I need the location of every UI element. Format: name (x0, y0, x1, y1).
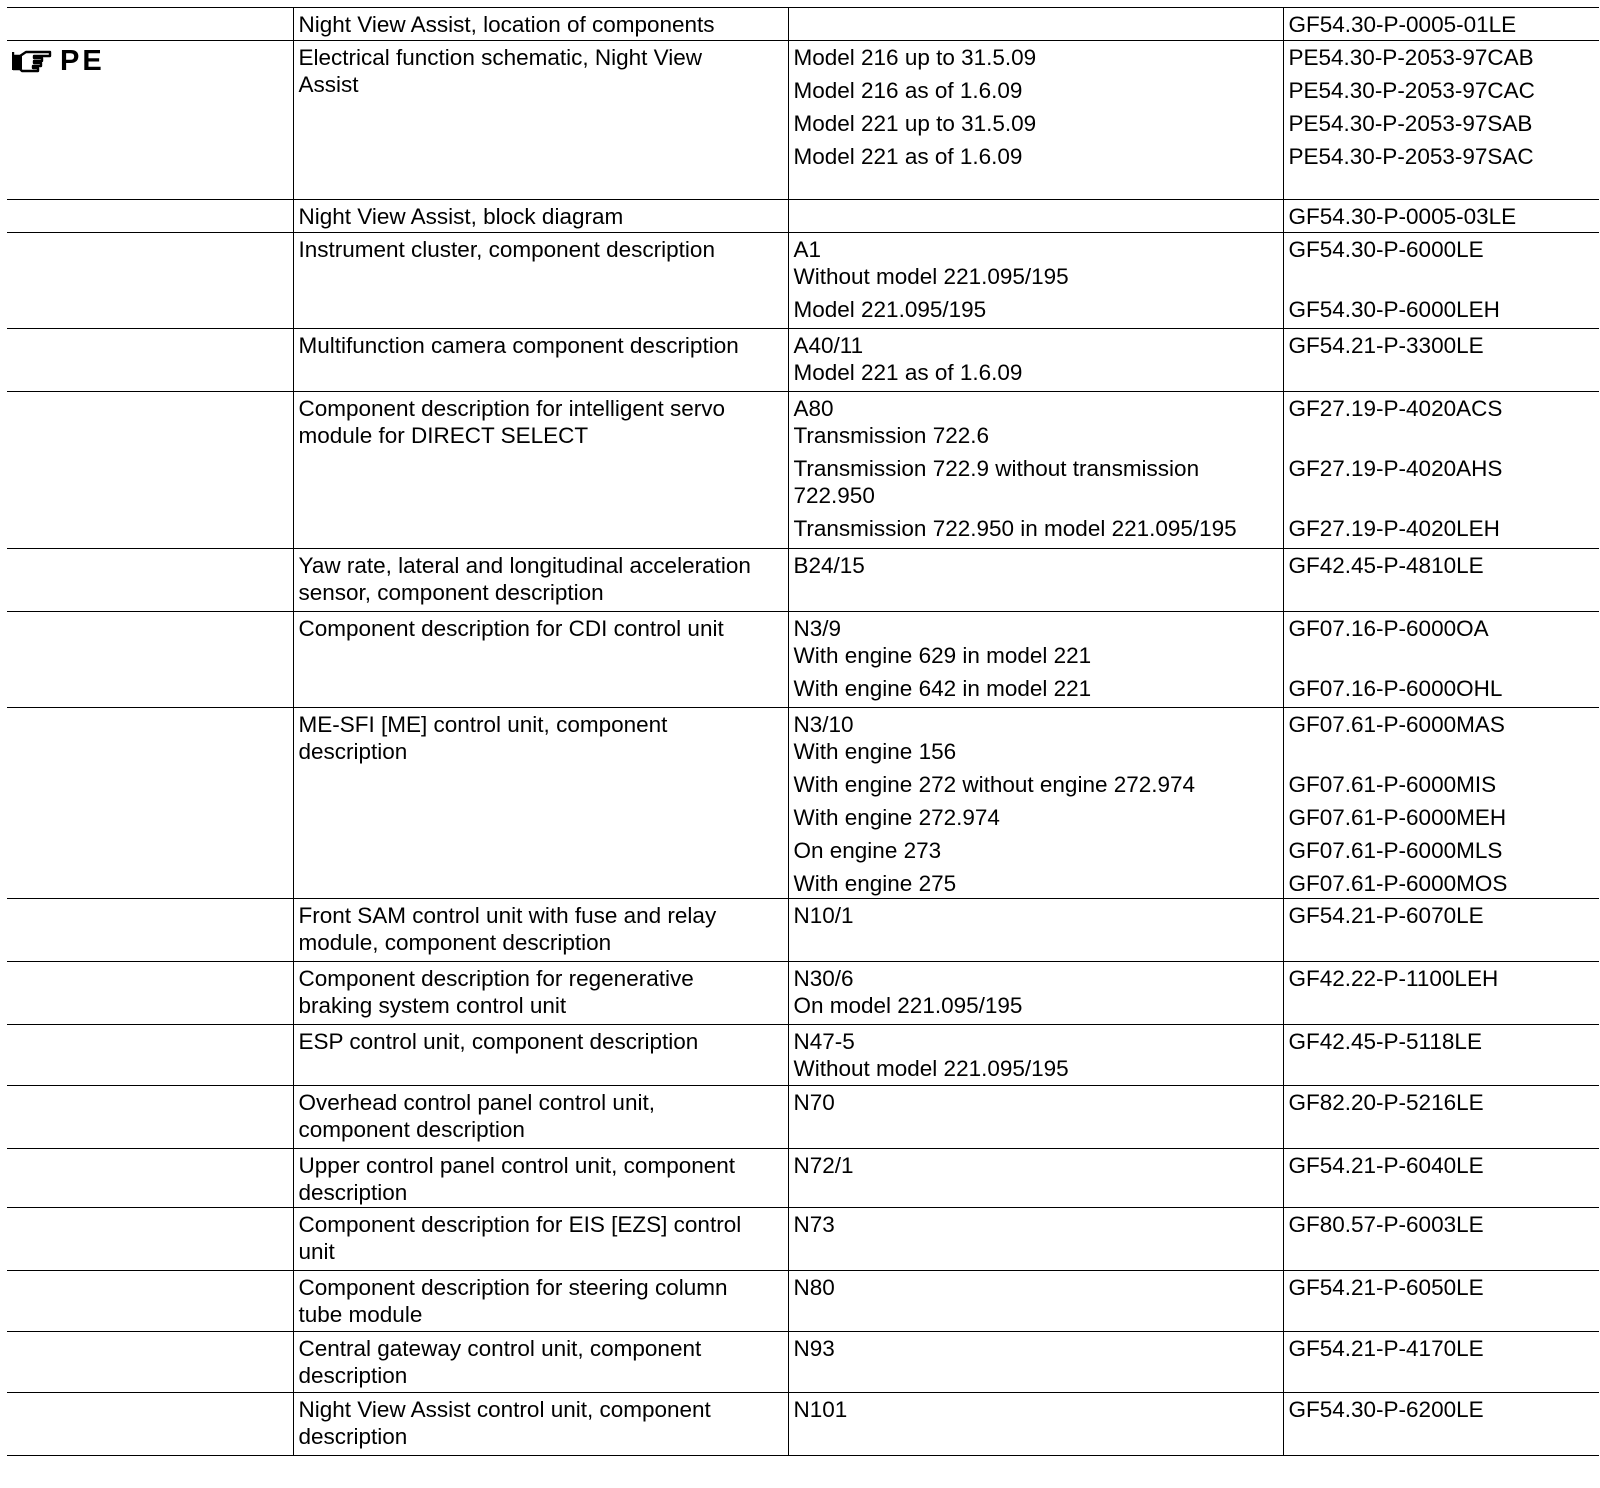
condition-text: With engine 272 without engine 272.974 (793, 772, 1196, 797)
reference-code[interactable]: GF80.57-P-6003LE (1288, 1212, 1484, 1237)
marker-cell (7, 392, 293, 549)
reference-code[interactable]: GF42.22-P-1100LEH (1288, 966, 1499, 991)
condition-text: With engine 275 (793, 871, 957, 896)
condition-text: N72/1 (793, 1153, 854, 1178)
condition-text: With engine 642 in model 221 (793, 676, 1092, 701)
reference-code[interactable]: GF07.61-P-6000MEH (1288, 805, 1507, 830)
title-cell (293, 708, 788, 899)
document-title: Component description for steering column tube module (298, 1275, 728, 1327)
document-title: Yaw rate, lateral and longitudinal acceleration sensor, component description (298, 553, 751, 605)
marker-cell (7, 1208, 293, 1271)
condition-cell (788, 233, 1283, 329)
marker-cell (7, 233, 293, 329)
document-title: Component description for CDI control unit (298, 616, 724, 641)
table-row (7, 612, 1599, 708)
reference-code[interactable]: GF82.20-P-5216LE (1288, 1090, 1484, 1115)
condition-cell (788, 1271, 1283, 1332)
reference-code[interactable]: GF54.21-P-4170LE (1288, 1336, 1484, 1361)
reference-cell (1283, 962, 1599, 1025)
marker-cell (7, 549, 293, 612)
document-title: Front SAM control unit with fuse and relay module, component description (298, 903, 717, 955)
marker-cell (7, 1149, 293, 1208)
condition-text: Model 221.095/195 (793, 297, 987, 322)
document-title: Component description for intelligent servo module for DIRECT SELECT (298, 396, 725, 448)
condition-text: N3/10 With engine 156 (793, 712, 957, 764)
condition-text (794, 11, 1278, 38)
marker-cell (7, 1332, 293, 1393)
condition-cell (788, 1149, 1283, 1208)
title-cell (293, 1086, 788, 1149)
document-title: Upper control panel control unit, component description (298, 1153, 736, 1205)
reference-cell (1283, 708, 1599, 899)
reference-code[interactable]: GF07.61-P-6000MOS (1288, 871, 1508, 896)
condition-text: Model 216 up to 31.5.09 (793, 45, 1037, 70)
reference-cell (1283, 8, 1599, 41)
reference-code[interactable]: GF54.21-P-6050LE (1288, 1275, 1484, 1300)
title-cell (293, 1208, 788, 1271)
table-row (7, 1208, 1599, 1271)
table-row (7, 1393, 1599, 1456)
condition-text: With engine 272.974 (793, 805, 1000, 830)
reference-cell (1283, 233, 1599, 329)
condition-text: Transmission 722.950 in model 221.095/195 (793, 516, 1237, 541)
title-cell (293, 1149, 788, 1208)
marker-cell (7, 329, 293, 392)
table-row (7, 1086, 1599, 1149)
condition-text: B24/15 (793, 553, 865, 578)
condition-text: Model 221 up to 31.5.09 (793, 111, 1037, 136)
table-row (7, 1025, 1599, 1086)
table-row (7, 41, 1599, 200)
table-row (7, 200, 1599, 233)
reference-code[interactable]: GF07.16-P-6000OHL (1288, 676, 1503, 701)
table-row (7, 1332, 1599, 1393)
marker-cell (7, 962, 293, 1025)
condition-cell (788, 1332, 1283, 1393)
reference-cell (1283, 1149, 1599, 1208)
condition-cell (788, 1025, 1283, 1086)
marker-cell (7, 41, 293, 200)
title-cell (293, 549, 788, 612)
table-row (7, 708, 1599, 899)
document-title: Night View Assist, block diagram (298, 204, 624, 229)
reference-code[interactable]: GF54.21-P-6070LE (1288, 903, 1484, 928)
reference-cell (1283, 1086, 1599, 1149)
title-cell (293, 1271, 788, 1332)
reference-code[interactable]: PE54.30-P-2053-97SAC (1288, 144, 1534, 169)
document-title: Overhead control panel control unit, component description (298, 1090, 655, 1142)
condition-cell (788, 1393, 1283, 1456)
document-title: ESP control unit, component description (298, 1029, 699, 1054)
pointing-hand-icon (12, 48, 52, 74)
marker-cell (7, 899, 293, 962)
condition-cell (788, 8, 1283, 41)
document-title: Central gateway control unit, component description (298, 1336, 702, 1388)
condition-cell (788, 708, 1283, 899)
condition-text: N10/1 (793, 903, 854, 928)
title-cell (293, 41, 788, 200)
title-cell (293, 1025, 788, 1086)
marker-cell (7, 612, 293, 708)
reference-cell (1283, 549, 1599, 612)
reference-code[interactable]: GF07.61-P-6000MIS (1288, 772, 1497, 797)
reference-code[interactable]: GF42.45-P-5118LE (1288, 1029, 1482, 1054)
document-title: Component description for regenerative braking system control unit (298, 966, 694, 1018)
document-title: ME-SFI [ME] control unit, component description (298, 712, 668, 764)
reference-code[interactable]: PE54.30-P-2053-97CAC (1288, 78, 1535, 103)
title-cell (293, 8, 788, 41)
condition-cell (788, 1208, 1283, 1271)
title-cell (293, 1332, 788, 1393)
reference-code[interactable]: GF07.61-P-6000MAS (1288, 712, 1505, 737)
condition-text: Transmission 722.9 without transmission 722.950 (793, 456, 1200, 508)
condition-cell (788, 392, 1283, 549)
reference-cell (1283, 1393, 1599, 1456)
title-cell (293, 612, 788, 708)
condition-text: N47-5 Without model 221.095/195 (793, 1029, 1069, 1081)
reference-code[interactable]: GF54.30-P-0005-01LE (1288, 12, 1517, 37)
document-reference-table (7, 7, 1599, 1456)
reference-cell (1283, 329, 1599, 392)
condition-text: N73 (793, 1212, 835, 1237)
condition-text: Model 221 as of 1.6.09 (793, 144, 1023, 169)
reference-cell (1283, 41, 1599, 200)
table-row (7, 329, 1599, 392)
table-row (7, 549, 1599, 612)
condition-cell (788, 962, 1283, 1025)
reference-cell (1283, 1025, 1599, 1086)
title-cell (293, 1393, 788, 1456)
marker-cell (7, 1086, 293, 1149)
marker-cell (7, 1271, 293, 1332)
marker-cell (7, 8, 293, 41)
reference-code[interactable]: GF27.19-P-4020ACS (1288, 396, 1503, 421)
condition-text: N3/9 With engine 629 in model 221 (793, 616, 1092, 668)
condition-cell (788, 1086, 1283, 1149)
reference-code[interactable]: GF54.30-P-6200LE (1288, 1397, 1484, 1422)
document-title: Component description for EIS [EZS] control unit (298, 1212, 742, 1264)
pe-marker-label: PE (60, 45, 105, 77)
pe-marker (12, 46, 105, 76)
reference-code[interactable]: GF42.45-P-4810LE (1288, 553, 1484, 578)
title-cell (293, 329, 788, 392)
reference-code[interactable]: GF27.19-P-4020AHS (1288, 456, 1503, 481)
condition-cell (788, 612, 1283, 708)
reference-code[interactable]: GF07.16-P-6000OA (1288, 616, 1489, 641)
marker-cell (7, 1025, 293, 1086)
condition-text: A80 Transmission 722.6 (793, 396, 990, 448)
document-title: Night View Assist control unit, component description (298, 1397, 711, 1449)
table-row (7, 8, 1599, 41)
reference-cell (1283, 1332, 1599, 1393)
title-cell (293, 899, 788, 962)
document-title: Electrical function schematic, Night View Assist (298, 45, 703, 97)
marker-cell (7, 1393, 293, 1456)
marker-cell (7, 200, 293, 233)
reference-code[interactable]: GF27.19-P-4020LEH (1288, 516, 1500, 541)
reference-code[interactable]: GF54.21-P-3300LE (1288, 333, 1484, 358)
title-cell (293, 962, 788, 1025)
condition-text: N30/6 On model 221.095/195 (793, 966, 1023, 1018)
title-cell (293, 233, 788, 329)
condition-cell (788, 41, 1283, 200)
reference-cell (1283, 392, 1599, 549)
title-cell (293, 200, 788, 233)
title-cell (293, 392, 788, 549)
reference-cell (1283, 200, 1599, 233)
table-row (7, 233, 1599, 329)
table-row (7, 1149, 1599, 1208)
condition-text: N93 (793, 1336, 835, 1361)
reference-code[interactable]: GF54.30-P-6000LE (1288, 237, 1484, 262)
reference-code[interactable]: PE54.30-P-2053-97SAB (1288, 111, 1533, 136)
reference-code[interactable]: GF07.61-P-6000MLS (1288, 838, 1503, 863)
condition-cell (788, 329, 1283, 392)
condition-text: N70 (793, 1090, 835, 1115)
condition-cell (788, 899, 1283, 962)
table-row (7, 899, 1599, 962)
reference-cell (1283, 1271, 1599, 1332)
condition-text: N101 (793, 1397, 848, 1422)
condition-text: N80 (793, 1275, 835, 1300)
table-row (7, 392, 1599, 549)
condition-text: A40/11 Model 221 as of 1.6.09 (793, 333, 1023, 385)
reference-cell (1283, 1208, 1599, 1271)
reference-code[interactable]: GF54.30-P-6000LEH (1288, 297, 1500, 322)
condition-text: A1 Without model 221.095/195 (793, 237, 1069, 289)
document-title: Instrument cluster, component description (298, 237, 715, 262)
table-row (7, 1271, 1599, 1332)
document-title: Night View Assist, location of components (298, 12, 715, 37)
document-title: Multifunction camera component description (298, 333, 739, 358)
reference-cell (1283, 899, 1599, 962)
condition-text: On engine 273 (793, 838, 942, 863)
reference-code[interactable]: PE54.30-P-2053-97CAB (1288, 45, 1534, 70)
marker-cell (7, 708, 293, 899)
reference-code[interactable]: GF54.21-P-6040LE (1288, 1153, 1484, 1178)
condition-cell (788, 549, 1283, 612)
table-body (7, 8, 1599, 1456)
reference-cell (1283, 612, 1599, 708)
condition-text (794, 203, 1278, 230)
condition-cell (788, 200, 1283, 233)
reference-code[interactable]: GF54.30-P-0005-03LE (1288, 204, 1517, 229)
table-row (7, 962, 1599, 1025)
condition-text: Model 216 as of 1.6.09 (793, 78, 1023, 103)
